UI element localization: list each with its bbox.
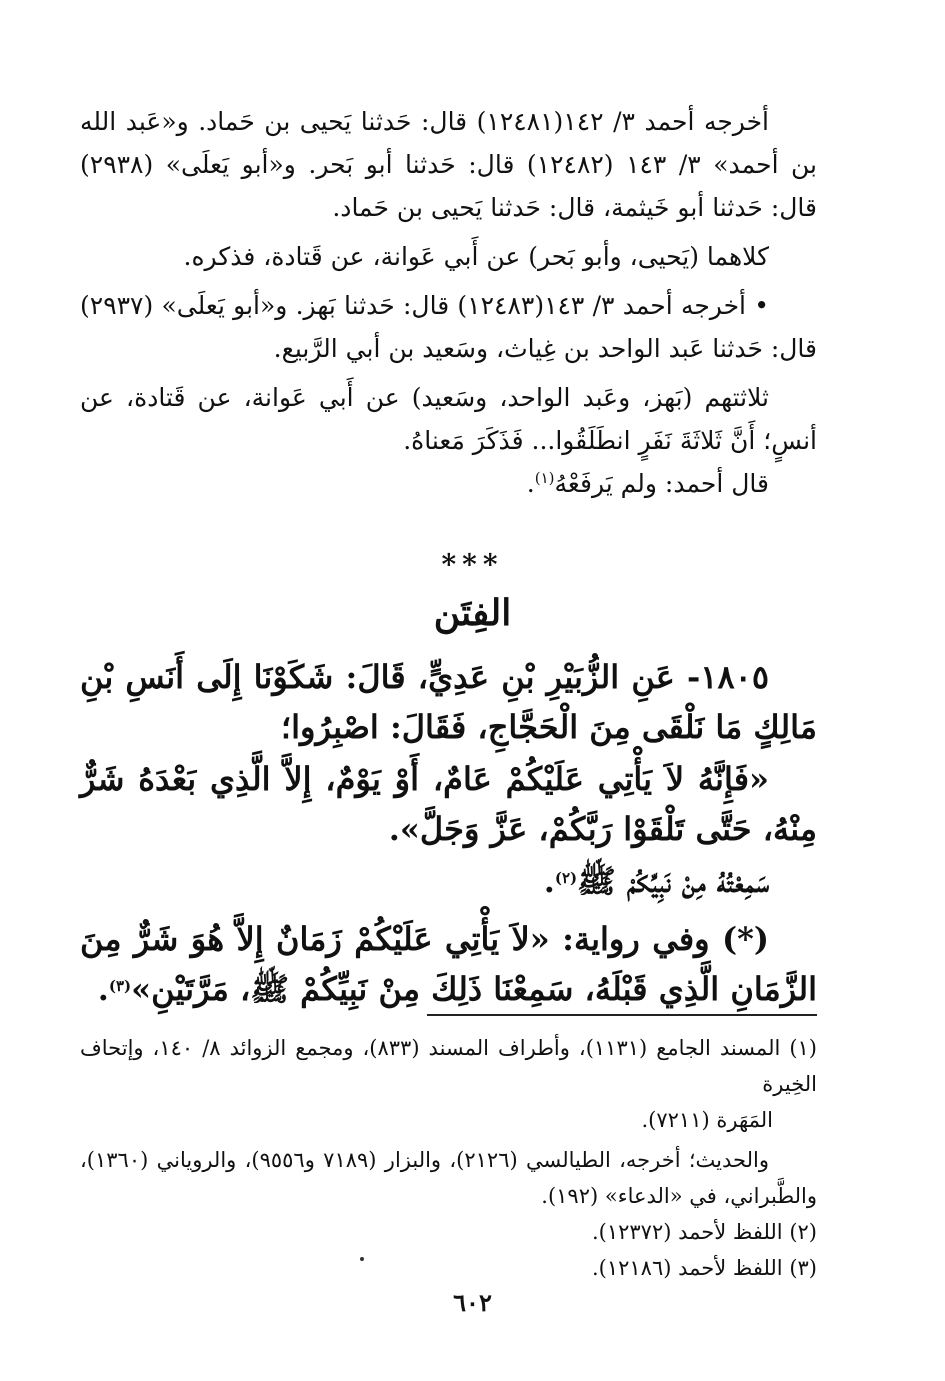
hadith-paragraph-1: ١٨٠٥- عَنِ الزُّبَيْرِ بْنِ عَدِيٍّ، قَالَ: شَكَوْنَا إِلَى أَنَسِ بْنِ مَالِكٍ مَا نَلْقَى مِنَ الْحَجَّاجِ، فَقَالَ: اصْبِرُوا؛ [80, 658, 817, 746]
hadith-paragraph-4 [80, 914, 817, 1014]
closing-remark-text: قال أحمد: ولم يَرفَعْهُ [554, 469, 769, 498]
takhrij-paragraph-3: • أخرجه أحمد ٣/ ١٤٣(١٢٤٨٣) قال: حَدثنا بَهز. و«أبو يَعلَى» (٢٩٣٧) قال: حَدثنا عَبد الواحد بن غِياث، وسَعيد بن أبي الرَّبيع. [80, 291, 817, 363]
takhrij-paragraph-1: أخرجه أحمد ٣/ ١٤٢(١٢٤٨١) قال: حَدثنا يَحيى بن حَماد. و«عَبد الله بن أحمد» ٣/ ١٤٣ (١٢٤٨٢) قال: حَدثنا أبو بَحر. و«أبو يَعلَى» (٢٩٣٨) قال: حَدثنا أبو خَيثمة، قال: حَدثنا يَحيى بن حَماد. [80, 107, 818, 222]
footnote-2: (٢) اللفظ لأحمد (١٢٣٧٢). [591, 1220, 817, 1244]
footnote-1-detail: والحديث؛ أخرجه، الطيالسي (٢١٢٦)، والبزار (٧١٨٩ و٩٥٥٦)، والروياني (١٣٦٠)، والطَّبراني، في «الدعاء» (١٩٢). [80, 1148, 817, 1208]
section-separator: *** [441, 548, 504, 581]
footnote-ref-2: (٢) [554, 869, 578, 887]
hadith-paragraph-4-end: . [97, 970, 109, 1008]
hadith-text [80, 652, 817, 1014]
closing-remark-end: . [526, 469, 535, 498]
footnote-1-line-2: المَهَرة (٧٢١١). [641, 1108, 773, 1132]
footnote-ref-1: (١) [534, 469, 555, 487]
section-title: الفِتَن [433, 592, 512, 634]
page-number: ٦٠٢ [453, 1288, 492, 1317]
hadith-paragraph-3-end: . [543, 862, 555, 900]
hadith-paragraph-3 [80, 856, 817, 906]
takhrij-paragraph-4: ثلاثتهم (بَهز، وعَبد الواحد، وسَعيد) عن أَبي عَوانة، عن قَتادة، عن أنسٍ؛ أَنَّ ثَلاثَةَ نَفَرٍ انطَلَقُوا... فَذَكَرَ مَعناهُ. [80, 383, 817, 455]
footnote-ref-3: (٣) [108, 977, 132, 995]
closing-remark [80, 462, 817, 505]
hadith-paragraph-2: «فَإِنَّهُ لاَ يَأْتِي عَلَيْكُمْ عَامٌ، أَوْ يَوْمٌ، إِلاَّ الَّذِي بَعْدَهُ شَرٌّ مِنْهُ، حَتَّى تَلْقَوْا رَبَّكُمْ، عَزَّ وَجَلَّ». [80, 760, 817, 848]
footnote-3: (٣) اللفظ لأحمد (١٢١٨٦). [591, 1256, 817, 1280]
footnote-divider [427, 1014, 817, 1016]
footnote-1-line-1: (١) المسند الجامع (١١٣١)، وأطراف المسند (٨٣٣)، ومجمع الزوائد ٨/ ١٤٠، وإتحاف الخِيرة [80, 1036, 817, 1096]
hadith-paragraph-3-text: سَمِعْتُهُ مِنْ نَبِيِّكُمْ ﷺ [577, 862, 769, 900]
takhrij-paragraph-2: كلاهما (يَحيى، وأبو بَحر) عن أَبي عَوانة، عن قَتادة، فذكره. [183, 242, 769, 271]
chain-of-narration [80, 100, 817, 505]
footnotes [80, 1030, 817, 1286]
ink-dot [360, 1257, 364, 1261]
hadith-paragraph-4-text: (*) وفي رواية: «لاَ يَأْتِي عَلَيْكُمْ زَمَانٌ إِلاَّ هُوَ شَرٌّ مِنَ الزَّمَانِ الَّذِي قَبْلَهُ، سَمِعْنَا ذَلِكَ مِنْ نَبِيِّكُمْ ﷺ، مَرَّتَيْنِ» [80, 920, 817, 1008]
